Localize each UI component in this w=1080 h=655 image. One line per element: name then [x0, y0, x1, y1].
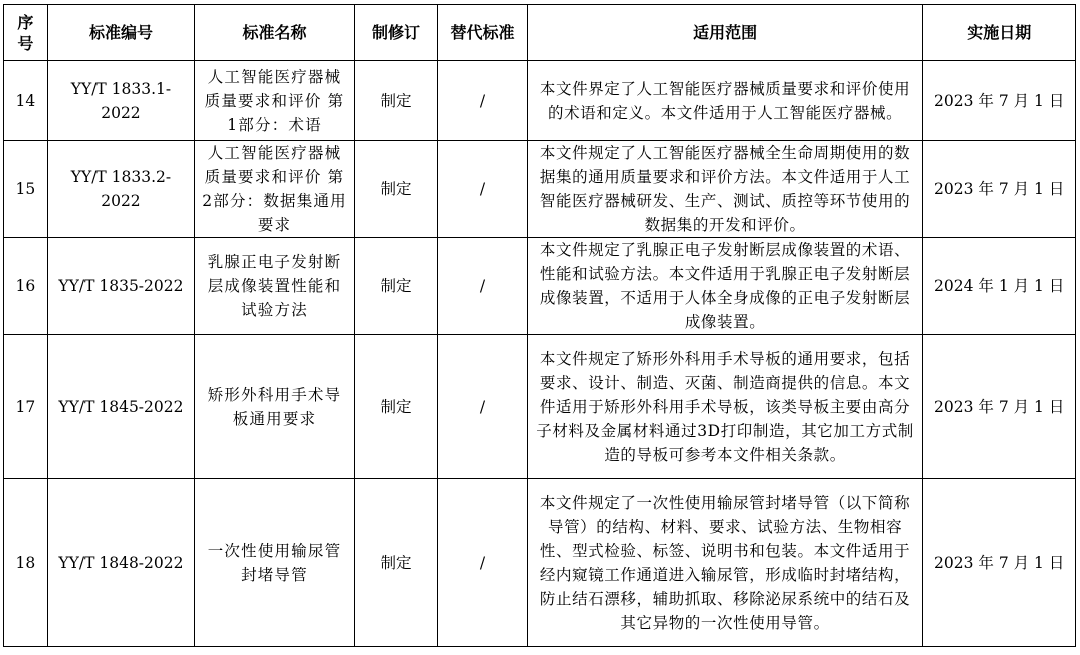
table-row [4, 238, 1076, 335]
cell-scope: 本文件规定了一次性使用输尿管封堵导管（以下简称导管）的结构、材料、要求、试验方法、生物相容性、型式检验、标签、说明书和包装。本文件适用于经内窥镜工作通道进入输尿管，形成临时封堵结构，防止结石漂移，辅助抓取、移除泌尿系统中的结石及其它异物的一次性使用导管。 [527, 479, 923, 647]
cell-code: YY/T 1833.2-2022 [47, 141, 194, 238]
cell-type: 制定 [354, 61, 437, 141]
cell-seq: 15 [4, 141, 48, 238]
cell-name: 一次性使用输尿管封堵导管 [195, 479, 355, 647]
table-row [4, 61, 1076, 141]
cell-date: 2023 年 7 月 1 日 [923, 61, 1076, 141]
cell-date: 2024 年 1 月 1 日 [923, 238, 1076, 335]
cell-code: YY/T 1848-2022 [47, 479, 194, 647]
standards-table [3, 4, 1076, 647]
header-type: 制修订 [354, 5, 437, 61]
header-replace: 替代标准 [438, 5, 528, 61]
header-scope: 适用范围 [527, 5, 923, 61]
cell-type: 制定 [354, 238, 437, 335]
cell-code: YY/T 1833.1-2022 [47, 61, 194, 141]
cell-name: 人工智能医疗器械质量要求和评价 第1部分：术语 [195, 61, 355, 141]
cell-replace: / [438, 479, 528, 647]
cell-name: 乳腺正电子发射断层成像装置性能和试验方法 [195, 238, 355, 335]
cell-date: 2023 年 7 月 1 日 [923, 335, 1076, 479]
cell-name: 矫形外科用手术导板通用要求 [195, 335, 355, 479]
cell-name: 人工智能医疗器械 质量要求和评价 第2部分：数据集通用要求 [195, 141, 355, 238]
table-row [4, 141, 1076, 238]
cell-code: YY/T 1835-2022 [47, 238, 194, 335]
header-code: 标准编号 [47, 5, 194, 61]
cell-replace: / [438, 238, 528, 335]
cell-seq: 17 [4, 335, 48, 479]
cell-seq: 16 [4, 238, 48, 335]
cell-date: 2023 年 7 月 1 日 [923, 479, 1076, 647]
cell-type: 制定 [354, 335, 437, 479]
cell-type: 制定 [354, 141, 437, 238]
cell-code: YY/T 1845-2022 [47, 335, 194, 479]
header-date: 实施日期 [923, 5, 1076, 61]
cell-scope: 本文件规定了矫形外科用手术导板的通用要求，包括要求、设计、制造、灭菌、制造商提供的信息。本文件适用于矫形外科用手术导板，该类导板主要由高分子材料及金属材料通过3D打印制造，其它加工方式制造的导板可参考本文件相关条款。 [527, 335, 923, 479]
cell-scope: 本文件界定了人工智能医疗器械质量要求和评价使用的术语和定义。本文件适用于人工智能医疗器械。 [527, 61, 923, 141]
cell-replace: / [438, 61, 528, 141]
table-row [4, 479, 1076, 647]
cell-scope: 本文件规定了乳腺正电子发射断层成像装置的术语、性能和试验方法。本文件适用于乳腺正电子发射断层成像装置，不适用于人体全身成像的正电子发射断层成像装置。 [527, 238, 923, 335]
cell-date: 2023 年 7 月 1 日 [923, 141, 1076, 238]
cell-scope: 本文件规定了人工智能医疗器械全生命周期使用的数据集的通用质量要求和评价方法。本文件适用于人工智能医疗器械研发、生产、测试、质控等环节使用的数据集的开发和评价。 [527, 141, 923, 238]
header-name: 标准名称 [195, 5, 355, 61]
cell-replace: / [438, 141, 528, 238]
header-row [4, 5, 1076, 61]
table-row [4, 335, 1076, 479]
cell-seq: 18 [4, 479, 48, 647]
cell-replace: / [438, 335, 528, 479]
cell-type: 制定 [354, 479, 437, 647]
cell-seq: 14 [4, 61, 48, 141]
header-seq: 序号 [4, 5, 48, 61]
